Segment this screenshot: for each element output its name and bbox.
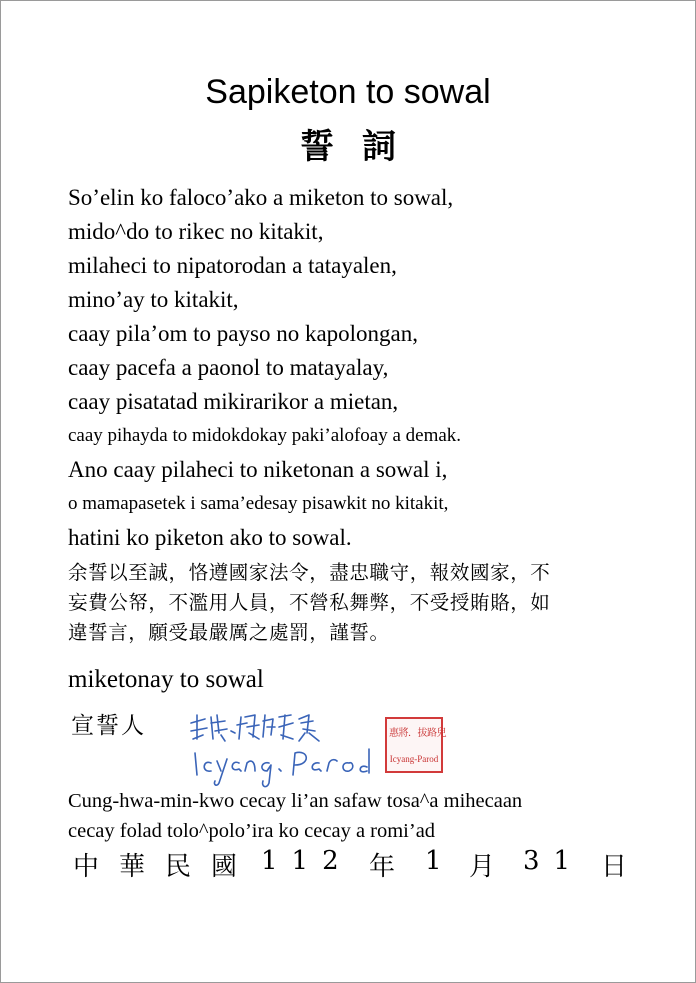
official-seal: [385, 717, 446, 773]
oath-text-amis: [68, 181, 668, 555]
oath-text-chinese: [68, 558, 638, 648]
seal-text-chinese: 惠將．拔路兒: [389, 728, 446, 739]
oath-line: caay pihayda to midokdokay paki’alofoay a demak.: [68, 425, 462, 446]
date-year: 112: [261, 846, 353, 876]
oath-line: o mamapasetek i sama’edesay pisawkit no kitakit,: [68, 493, 449, 514]
swearer-label-english: miketonay to sowal: [68, 666, 264, 693]
document-title-english: Sapiketon to sowal: [205, 73, 491, 111]
seal-text-english: Icyang-Parod: [389, 754, 439, 764]
oath-zh-line: 妄費公帑，不濫用人員，不營私舞弊，不受授賄賂，如: [68, 591, 551, 614]
document-title-chinese: 誓詞: [300, 127, 424, 167]
oath-line: mino’ay to kitakit,: [68, 287, 239, 312]
date-month: 1: [425, 846, 442, 876]
date-year-unit: 年: [369, 852, 396, 882]
oath-line: Ano caay pilaheci to niketonan a sowal i,: [68, 457, 448, 482]
date-en-line: Cung-hwa-min-kwo cecay li’an safaw tosa^a mihecaan: [68, 790, 523, 812]
date-day: 31: [523, 846, 585, 876]
oath-line: caay pisatatad mikirarikor a mietan,: [68, 389, 399, 414]
date-era: 中華民國: [73, 852, 258, 882]
oath-line: caay pacefa a paonol to matayalay,: [68, 355, 389, 380]
oath-line: milaheci to nipatorodan a tatayalen,: [68, 253, 397, 278]
date-en-line: cecay folad tolo^polo’ira ko cecay a romi’ad: [68, 820, 436, 842]
date-english: [68, 786, 522, 846]
oath-zh-line: 余誓以至誠，恪遵國家法令，盡忠職守，報效國家，不: [68, 561, 551, 584]
oath-line: hatini ko piketon ako to sowal.: [68, 525, 352, 550]
oath-zh-line: 違誓言，願受最嚴厲之處罰，謹誓。: [68, 621, 390, 644]
oath-line: mido^do to rikec no kitakit,: [68, 219, 324, 244]
date-day-unit: 日: [601, 852, 628, 882]
oath-line: caay pila’om to payso no kapolongan,: [68, 321, 419, 346]
oath-line: So’elin ko faloco’ako a miketon to sowal,: [68, 185, 454, 210]
swearer-label-chinese: 宣誓人: [71, 713, 146, 739]
handwritten-signature: [187, 709, 377, 789]
date-month-unit: 月: [469, 852, 496, 882]
